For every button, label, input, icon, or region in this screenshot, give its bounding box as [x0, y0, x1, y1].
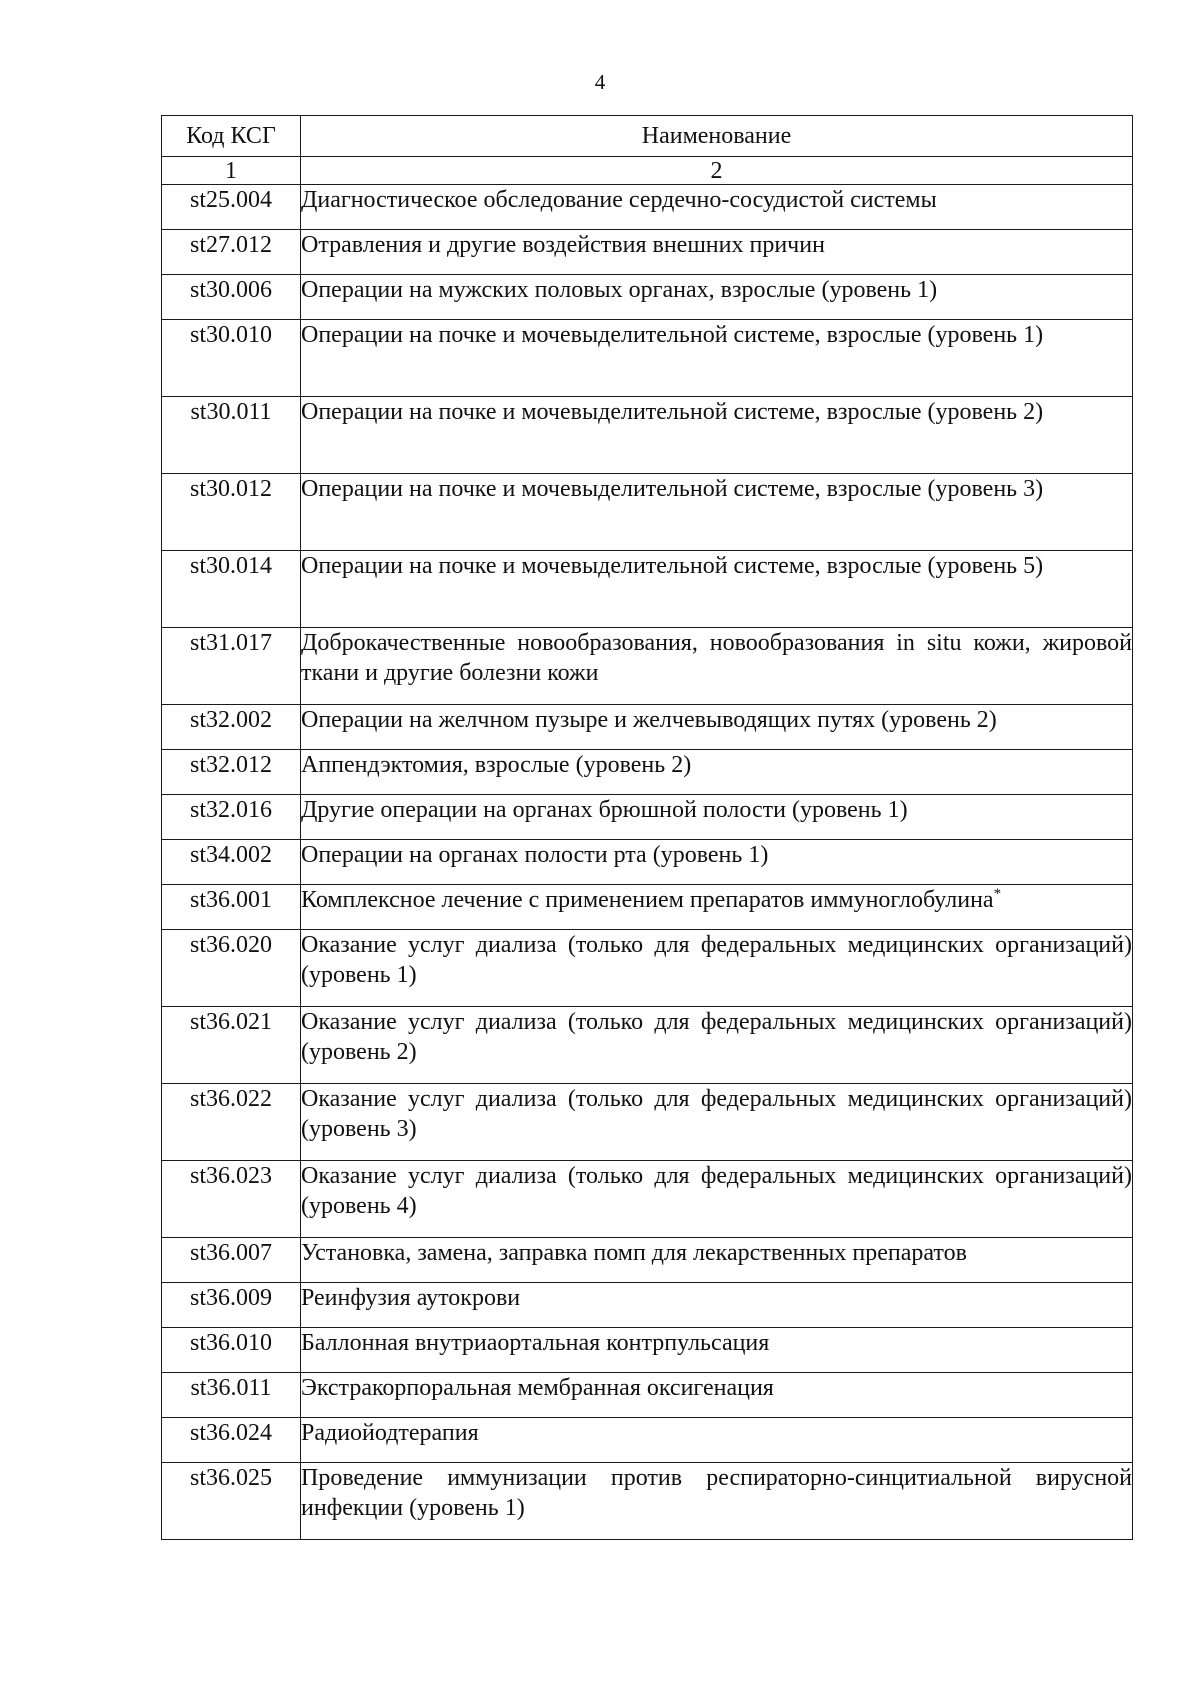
ksg-code: st36.011 [162, 1373, 301, 1418]
ksg-code: st32.016 [162, 795, 301, 840]
table-row [162, 1328, 1133, 1373]
table-row [162, 750, 1133, 795]
table-row [162, 795, 1133, 840]
table-header-row [162, 116, 1133, 157]
ksg-name: Баллонная внутриаортальная контрпульсация [301, 1328, 1133, 1373]
table-row [162, 551, 1133, 628]
ksg-code: st32.002 [162, 705, 301, 750]
ksg-code: st34.002 [162, 840, 301, 885]
ksg-name: Оказание услуг диализа (только для федеральных медицинских организаций) (уровень 4) [301, 1161, 1133, 1238]
table-row [162, 275, 1133, 320]
ksg-code: st36.022 [162, 1084, 301, 1161]
ksg-name: Операции на мужских половых органах, взрослые (уровень 1) [301, 275, 1133, 320]
table-row [162, 705, 1133, 750]
table-row [162, 1283, 1133, 1328]
ksg-code: st31.017 [162, 628, 301, 705]
ksg-name: Комплексное лечение с применением препаратов иммуноглобулина [301, 887, 994, 913]
table-row [162, 474, 1133, 551]
ksg-code: st36.010 [162, 1328, 301, 1373]
ksg-name: Операции на почке и мочевыделительной системе, взрослые (уровень 1) [301, 320, 1133, 397]
table-row [162, 230, 1133, 275]
ksg-code: st30.014 [162, 551, 301, 628]
table-row [162, 840, 1133, 885]
ksg-name: Отравления и другие воздействия внешних причин [301, 230, 1133, 275]
ksg-code: st27.012 [162, 230, 301, 275]
ksg-name: Операции на органах полости рта (уровень 1) [301, 840, 1133, 885]
ksg-code: st32.012 [162, 750, 301, 795]
ksg-name: Операции на почке и мочевыделительной системе, взрослые (уровень 5) [301, 551, 1133, 628]
table-row [162, 1463, 1133, 1540]
ksg-code: st36.009 [162, 1283, 301, 1328]
header-code: Код КСГ [162, 116, 301, 157]
ksg-name: Оказание услуг диализа (только для федеральных медицинских организаций) (уровень 1) [301, 930, 1133, 1007]
table-row [162, 930, 1133, 1007]
table-row [162, 320, 1133, 397]
ksg-name: Операции на почке и мочевыделительной системе, взрослые (уровень 2) [301, 397, 1133, 474]
column-number-1: 1 [162, 157, 301, 185]
ksg-name: Аппендэктомия, взрослые (уровень 2) [301, 750, 1133, 795]
ksg-name: Диагностическое обследование сердечно-сосудистой системы [301, 185, 1133, 230]
header-name: Наименование [301, 116, 1133, 157]
table-row [162, 1418, 1133, 1463]
ksg-name: Операции на почке и мочевыделительной системе, взрослые (уровень 3) [301, 474, 1133, 551]
ksg-name: Оказание услуг диализа (только для федеральных медицинских организаций) (уровень 3) [301, 1084, 1133, 1161]
table-row [162, 1007, 1133, 1084]
ksg-name: Установка, замена, заправка помп для лекарственных препаратов [301, 1238, 1133, 1283]
ksg-name: Операции на желчном пузыре и желчевыводящих путях (уровень 2) [301, 705, 1133, 750]
ksg-code: st36.023 [162, 1161, 301, 1238]
table-row [162, 185, 1133, 230]
page-number: 4 [594, 70, 606, 94]
ksg-name: Экстракорпоральная мембранная оксигенация [301, 1373, 1133, 1418]
ksg-name-cell [301, 885, 1133, 930]
ksg-name: Оказание услуг диализа (только для федеральных медицинских организаций) (уровень 2) [301, 1007, 1133, 1084]
ksg-code: st36.025 [162, 1463, 301, 1540]
ksg-name: Реинфузия аутокрови [301, 1283, 1133, 1328]
ksg-table [161, 115, 1133, 1540]
ksg-code: st36.021 [162, 1007, 301, 1084]
table-row [162, 1084, 1133, 1161]
table-row [162, 1238, 1133, 1283]
ksg-code: st36.020 [162, 930, 301, 1007]
ksg-code: st36.024 [162, 1418, 301, 1463]
table-row [162, 397, 1133, 474]
table-row [162, 628, 1133, 705]
ksg-name: Радиойодтерапия [301, 1418, 1133, 1463]
table-row [162, 885, 1133, 930]
ksg-name: Проведение иммунизации против респираторно-синцитиальной вирусной инфекции (уровень 1) [301, 1463, 1133, 1540]
ksg-code: st36.007 [162, 1238, 301, 1283]
ksg-code: st30.011 [162, 397, 301, 474]
table-row [162, 1161, 1133, 1238]
column-number-row [162, 157, 1133, 185]
ksg-code: st36.001 [162, 885, 301, 930]
ksg-code: st30.006 [162, 275, 301, 320]
footnote-marker: * [993, 886, 1002, 902]
ksg-name: Доброкачественные новообразования, новообразования in situ кожи, жировой ткани и другие болезни кожи [301, 628, 1133, 705]
ksg-code: st25.004 [162, 185, 301, 230]
ksg-code: st30.012 [162, 474, 301, 551]
ksg-code: st30.010 [162, 320, 301, 397]
ksg-name: Другие операции на органах брюшной полости (уровень 1) [301, 795, 1133, 840]
column-number-2: 2 [301, 157, 1133, 185]
table-row [162, 1373, 1133, 1418]
